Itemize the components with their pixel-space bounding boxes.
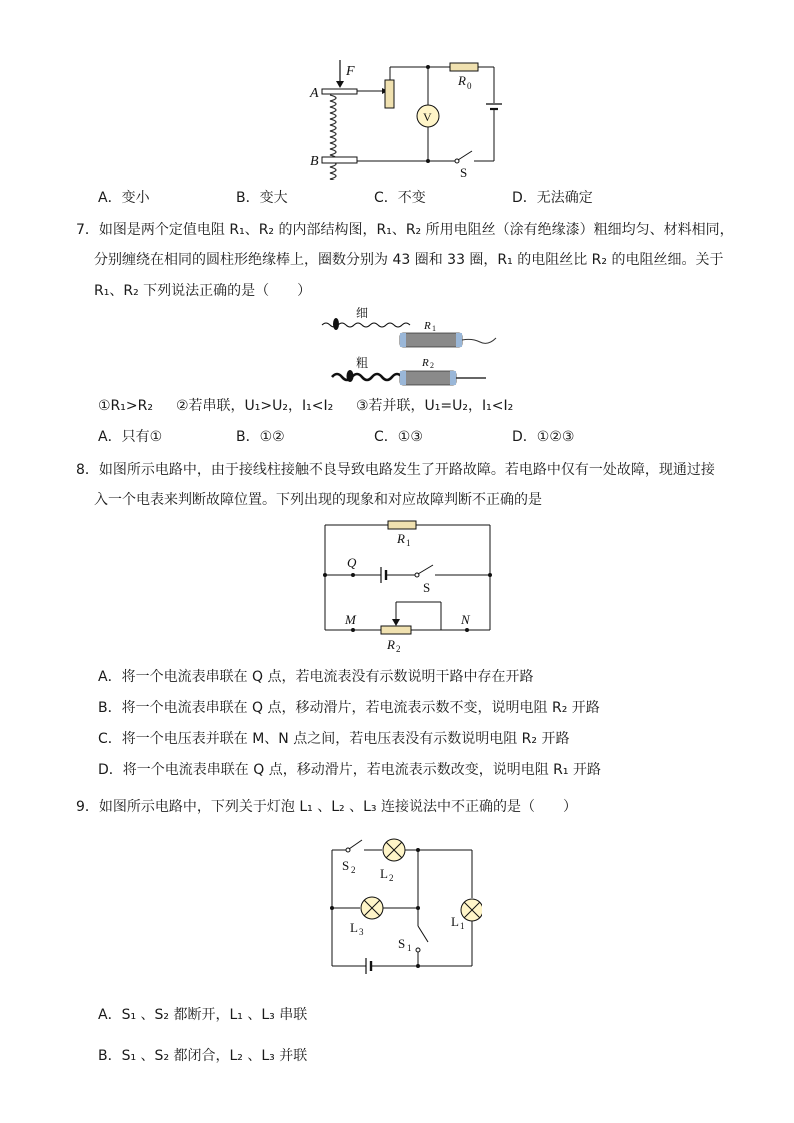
q9-circuit-figure [322, 832, 482, 982]
l2-label: L [380, 866, 388, 881]
q7-statement-3: ③若并联，U₁=U₂，I₁<I₂ [356, 398, 514, 414]
q8-option-b[interactable]: B．将一个电流表串联在 Q 点，移动滑片，若电流表示数不变，说明电阻 R₂ 开路 [98, 700, 600, 716]
q8-q-label: Q [347, 555, 357, 570]
q8-option-d[interactable]: D．将一个电流表串联在 Q 点，移动滑片，若电流表示数改变，说明电阻 R₁ 开路 [98, 762, 601, 778]
q7-statement-2: ②若串联，U₁>U₂，I₁<I₂ [176, 398, 334, 414]
label-S: S [460, 165, 468, 180]
q9-option-a[interactable]: A．S₁ 、S₂ 都断开，L₁ 、L₃ 串联 [98, 1007, 308, 1023]
q8-s-label: S [423, 580, 431, 595]
label-F: F [346, 64, 355, 79]
s1-sub: 1 [407, 943, 412, 953]
q7-option-c[interactable]: C．①③ [374, 429, 423, 445]
q8-circuit-figure [315, 515, 500, 660]
q7-stem-line-1: 7．如图是两个定值电阻 R₁、R₂ 的内部结构图，R₁、R₂ 所用电阻丝（涂有绝缘漆）粗细均匀、材料相同， [76, 222, 734, 238]
l3-sub: 3 [359, 927, 364, 937]
q6-options [98, 188, 650, 208]
label-R0-sub: 0 [467, 81, 472, 91]
q6-option-b[interactable]: B．变大 [236, 190, 288, 206]
voltmeter-label: V [423, 110, 432, 124]
q7-statements [98, 396, 513, 416]
q6-circuit-figure [300, 55, 510, 180]
l2-sub: 2 [389, 873, 394, 883]
q8-option-a[interactable]: A．将一个电流表串联在 Q 点，若电流表没有示数说明干路中存在开路 [98, 669, 534, 685]
label-B: B [310, 154, 319, 169]
q8-r2-label: R [387, 637, 395, 652]
q8-stem-line-1: 8．如图所示电路中，由于接线柱接触不良导致电路发生了开路故障。若电路中仅有一处故障，现通过接 [76, 462, 715, 478]
q7-option-d[interactable]: D．①②③ [512, 429, 575, 445]
r2-label: R [422, 357, 429, 369]
label-A: A [310, 86, 319, 101]
r1-label: R [424, 320, 431, 332]
q7-stem-line-2: 分别缠绕在相同的圆柱形绝缘棒上，圈数分别为 43 圈和 33 圈，R₁ 的电阻丝比 R₂ 的电阻丝细。关于 [94, 252, 724, 268]
s1-label: S [398, 936, 406, 951]
q7-option-b[interactable]: B．①② [236, 429, 285, 445]
q6-option-c[interactable]: C．不变 [374, 190, 426, 206]
q8-r1-label: R [397, 531, 405, 546]
q7-statement-1: ①R₁>R₂ [98, 398, 153, 414]
q8-r2-sub: 2 [396, 644, 401, 654]
q8-n-label: N [461, 612, 470, 627]
q8-r1-sub: 1 [406, 538, 411, 548]
r1-sub: 1 [432, 324, 436, 333]
q7-resistor-figure [318, 305, 498, 390]
thick-label: 粗 [356, 356, 369, 370]
l1-sub: 1 [460, 921, 465, 931]
label-R0: R [458, 73, 466, 88]
l3-label: L [350, 920, 358, 935]
q6-option-d[interactable]: D．无法确定 [512, 190, 593, 206]
q8-option-c[interactable]: C．将一个电压表并联在 M、N 点之间，若电压表没有示数说明电阻 R₂ 开路 [98, 731, 570, 747]
thin-label: 细 [356, 306, 369, 320]
q8-stem-line-2: 入一个电表来判断故障位置。下列出现的现象和对应故障判断不正确的是 [94, 492, 542, 508]
l1-label: L [451, 914, 459, 929]
r2-sub: 2 [430, 361, 434, 370]
q7-stem-line-3: R₁、R₂ 下列说法正确的是（ ） [94, 283, 312, 299]
q6-option-a[interactable]: A．变小 [98, 190, 150, 206]
q9-stem-line-1: 9．如图所示电路中，下列关于灯泡 L₁ 、L₂ 、L₃ 连接说法中不正确的是（ ） [76, 799, 577, 815]
q9-option-b[interactable]: B．S₁ 、S₂ 都闭合，L₂ 、L₃ 并联 [98, 1048, 308, 1064]
q7-options [98, 427, 650, 447]
q8-m-label: M [345, 612, 356, 627]
s2-label: S [342, 858, 350, 873]
s2-sub: 2 [351, 865, 356, 875]
q7-option-a[interactable]: A．只有① [98, 429, 163, 445]
